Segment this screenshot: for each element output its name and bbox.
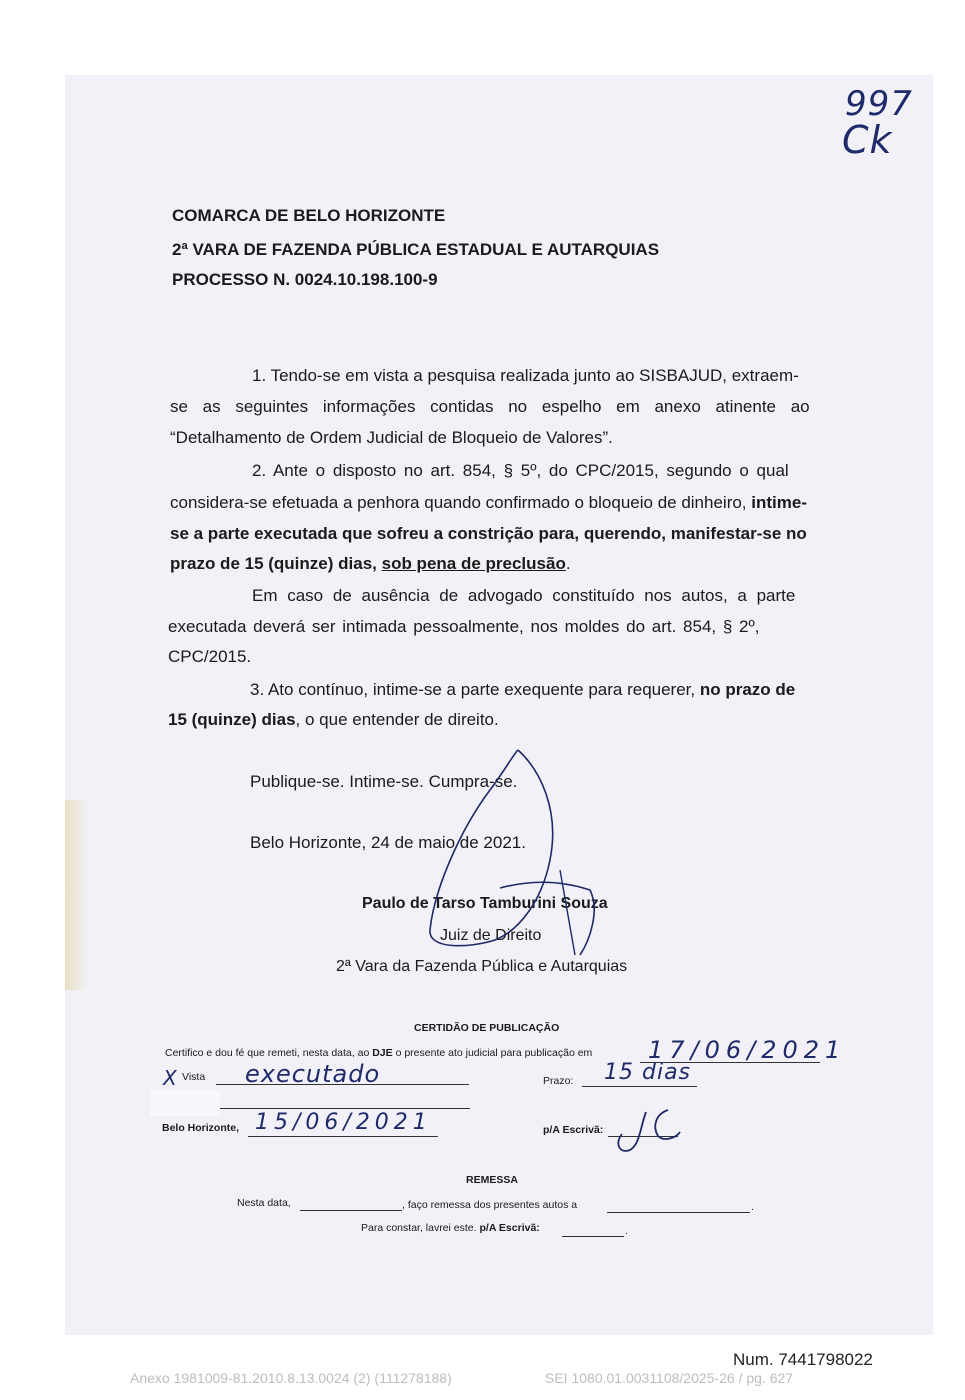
paragraph-2-line-2-text: considera-se efetuada a penhora quando confirmado o bloqueio de dinheiro, — [170, 493, 747, 512]
vara-name: 2ª VARA DE FAZENDA PÚBLICA ESTADUAL E AUTARQUIAS — [172, 240, 660, 259]
blank-line — [220, 1108, 470, 1109]
place-label: Belo Horizonte, — [162, 1122, 240, 1134]
remessa-title: REMESSA — [466, 1174, 518, 1186]
paragraph-1-line-2: se as seguintes informações contidas no espelho em anexo atinente ao — [170, 397, 810, 416]
paragraph-2-deadline: prazo de 15 (quinze) dias, — [170, 554, 377, 573]
remessa-line-2-text: Para constar, lavrei este. — [361, 1222, 477, 1234]
place-date-line — [248, 1136, 438, 1137]
paper-stain — [65, 800, 87, 990]
remessa-line-1-end: . — [751, 1201, 754, 1213]
remessa-escriva-line — [562, 1236, 624, 1237]
remessa-escriva-label: p/A Escrivã: — [479, 1222, 540, 1234]
paragraph-2-line-1: 2. Ante o disposto no art. 854, § 5º, do CPC/2015, segundo o qual — [252, 461, 789, 480]
paragraph-4-end: , o que entender de direito. — [295, 710, 499, 729]
remessa-date-line — [300, 1210, 402, 1211]
paragraph-4-bold: no prazo de — [699, 680, 796, 699]
certidao-text-a: Certifico e dou fé que remeti, nesta data, ao — [165, 1047, 370, 1059]
handwritten-place-date: 15/06/2021 — [255, 1110, 432, 1135]
handwritten-mark: X — [163, 1066, 178, 1090]
prazo-line — [582, 1086, 697, 1087]
judge-name: Paulo de Tarso Tamburini Souza — [362, 895, 608, 912]
remessa-line-1-start: Nesta data, — [237, 1197, 291, 1209]
handwritten-vista: executado — [245, 1060, 381, 1088]
paragraph-1-line-3: “Detalhamento de Ordem Judicial de Bloqueio de Valores”. — [170, 428, 613, 447]
handwritten-publication-date: 17/06/2021 — [648, 1036, 847, 1064]
court-name: COMARCA DE BELO HORIZONTE — [172, 206, 446, 225]
handwritten-page-number: 997 — [845, 84, 913, 124]
paragraph-1-line-1: 1. Tendo-se em vista a pesquisa realizada junto ao SISBAJUD, extraem- — [252, 366, 799, 385]
publish-order: Publique-se. Intime-se. Cumpra-se. — [250, 772, 518, 791]
certidao-title: CERTIDÃO DE PUBLICAÇÃO — [414, 1022, 560, 1034]
paragraph-3-line-2: executada deverá ser intimada pessoalmente, nos moldes do art. 854, § 2º, — [168, 617, 760, 636]
vista-label: Vista — [182, 1071, 206, 1083]
paragraph-2-preclusion: sob pena de preclusão — [381, 554, 566, 573]
judge-signature — [400, 740, 620, 970]
judge-title: Juiz de Direito — [440, 927, 542, 944]
certidao-text-c: o presente ato judicial para publicação em — [395, 1047, 593, 1059]
handwritten-initials: Ck — [842, 118, 893, 162]
decision-date: Belo Horizonte, 24 de maio de 2021. — [250, 833, 526, 852]
paragraph-4-deadline: 15 (quinze) dias — [168, 710, 296, 729]
document-number: Num. 7441798022 — [733, 1350, 873, 1369]
erased-area — [150, 1090, 220, 1116]
escriva-label: p/A Escrivã: — [543, 1124, 604, 1136]
remessa-destination-line — [607, 1212, 750, 1213]
paragraph-2-line-2-bold: intime- — [751, 493, 807, 512]
certidao-text — [165, 1047, 592, 1059]
paragraph-3-line-3: CPC/2015. — [168, 647, 252, 666]
paragraph-2-line-4 — [170, 554, 571, 574]
paragraph-4-line-1 — [250, 680, 795, 700]
paragraph-4-line-2 — [168, 710, 499, 730]
process-number: PROCESSO N. 0024.10.198.100-9 — [172, 270, 438, 289]
document-page — [65, 75, 933, 1335]
paragraph-2-period: . — [565, 554, 571, 573]
handwritten-prazo: 15 dias — [604, 1060, 692, 1085]
paragraph-2-line-3: se a parte executada que sofreu a constrição para, querendo, manifestar-se no — [170, 524, 807, 543]
annex-reference: Anexo 1981009-81.2010.8.13.0024 (2) (111278188) — [130, 1370, 452, 1386]
remessa-line-2-end: . — [625, 1225, 628, 1237]
certidao-dje: DJE — [372, 1047, 393, 1059]
sei-reference: SEI 1080.01.0031108/2025-26 / pg. 627 — [545, 1370, 794, 1386]
paragraph-2-line-2 — [170, 493, 807, 513]
remessa-line-1-middle: , faço remessa dos presentes autos a — [402, 1199, 578, 1211]
escriva-signature — [610, 1104, 690, 1160]
paragraph-3-line-1: Em caso de ausência de advogado constituído nos autos, a parte — [252, 586, 796, 605]
prazo-label: Prazo: — [543, 1075, 574, 1087]
judge-vara: 2ª Vara da Fazenda Pública e Autarquias — [336, 958, 628, 975]
remessa-line-2 — [361, 1222, 540, 1234]
paragraph-4-text: 3. Ato contínuo, intime-se a parte exequente para requerer, — [250, 680, 696, 699]
